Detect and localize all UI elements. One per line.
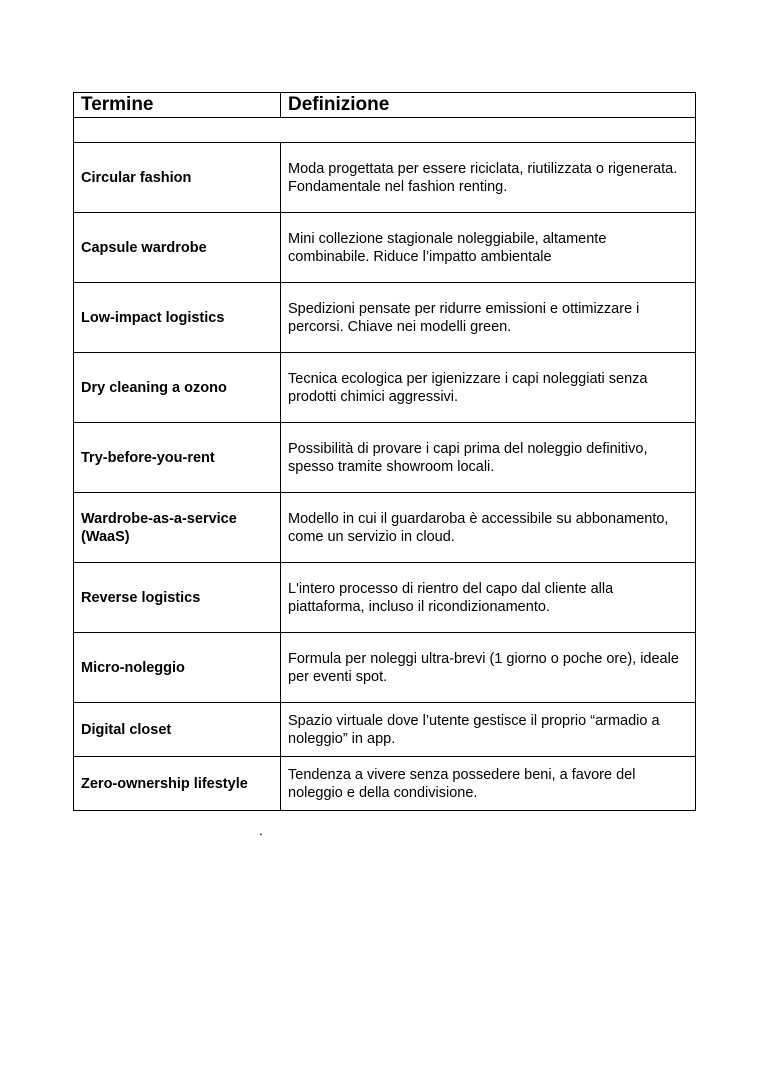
definition-cell: Possibilità di provare i capi prima del noleggio definitivo, spesso tramite showroom locali. bbox=[281, 423, 696, 493]
definition-cell: Tendenza a vivere senza possedere beni, a favore del noleggio e della condivisione. bbox=[281, 757, 696, 811]
definition-cell: L'intero processo di rientro del capo dal cliente alla piattaforma, incluso il ricondizionamento. bbox=[281, 563, 696, 633]
table-row bbox=[74, 283, 696, 353]
table-row bbox=[74, 563, 696, 633]
table-row bbox=[74, 143, 696, 213]
term-cell: Dry cleaning a ozono bbox=[74, 353, 281, 423]
table-row bbox=[74, 213, 696, 283]
term-cell: Zero-ownership lifestyle bbox=[74, 757, 281, 811]
table-row bbox=[74, 703, 696, 757]
term-cell: Capsule wardrobe bbox=[74, 213, 281, 283]
term-cell: Digital closet bbox=[74, 703, 281, 757]
definition-cell: Spedizioni pensate per ridurre emissioni e ottimizzare i percorsi. Chiave nei modelli green. bbox=[281, 283, 696, 353]
header-term: Termine bbox=[74, 93, 281, 118]
definition-cell: Spazio virtuale dove l’utente gestisce il proprio “armadio a noleggio” in app. bbox=[281, 703, 696, 757]
term-cell: Low-impact logistics bbox=[74, 283, 281, 353]
table-row bbox=[74, 493, 696, 563]
definition-cell: Mini collezione stagionale noleggiabile, altamente combinabile. Riduce l’impatto ambientale bbox=[281, 213, 696, 283]
term-cell: Reverse logistics bbox=[74, 563, 281, 633]
table-row bbox=[74, 423, 696, 493]
table-header-row bbox=[74, 93, 696, 118]
term-cell: Wardrobe-as-a-service (WaaS) bbox=[74, 493, 281, 563]
definition-cell: Tecnica ecologica per igienizzare i capi noleggiati senza prodotti chimici aggressivi. bbox=[281, 353, 696, 423]
definition-cell: Modello in cui il guardaroba è accessibile su abbonamento, come un servizio in cloud. bbox=[281, 493, 696, 563]
glossary-table bbox=[73, 92, 696, 811]
definition-cell: Formula per noleggi ultra-brevi (1 giorno o poche ore), ideale per eventi spot. bbox=[281, 633, 696, 703]
term-cell: Circular fashion bbox=[74, 143, 281, 213]
definition-cell: Moda progettata per essere riciclata, riutilizzata o rigenerata. Fondamentale nel fashion renting. bbox=[281, 143, 696, 213]
term-cell: Micro-noleggio bbox=[74, 633, 281, 703]
footer-mark: . bbox=[259, 822, 263, 838]
table-row bbox=[74, 353, 696, 423]
blank-cell bbox=[74, 118, 696, 143]
table-row bbox=[74, 757, 696, 811]
header-definition: Definizione bbox=[281, 93, 696, 118]
blank-row bbox=[74, 118, 696, 143]
term-cell: Try-before-you-rent bbox=[74, 423, 281, 493]
table-row bbox=[74, 633, 696, 703]
